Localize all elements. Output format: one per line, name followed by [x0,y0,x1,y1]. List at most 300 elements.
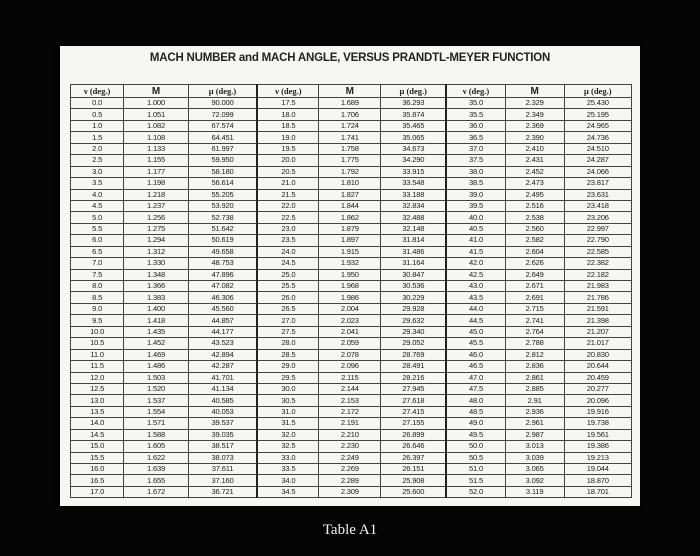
table-cell: 50.619 [188,235,257,246]
table-cell: 2.885 [505,383,564,394]
table-cell: 23.0 [257,223,319,234]
table-cell: 21.786 [564,292,631,303]
table-cell: 4.5 [71,200,124,211]
table-cell: 50.0 [446,441,505,452]
table-cell: 51.5 [446,475,505,486]
table-row [71,429,632,440]
table-cell: 29.632 [381,315,447,326]
table-cell: 27.0 [257,315,319,326]
table-cell: 15.0 [71,441,124,452]
table-cell: 39.537 [188,418,257,429]
table-cell: 22.790 [564,235,631,246]
table-cell: 1.218 [124,189,189,200]
table-cell: 20.830 [564,349,631,360]
table-row [71,281,632,292]
table-row [71,120,632,131]
table-cell: 40.0 [446,212,505,223]
table-cell: 3.5 [71,178,124,189]
table-cell: 42.287 [188,361,257,372]
table-cell: 1.775 [319,155,381,166]
table-cell: 32.834 [381,200,447,211]
table-cell: 26.899 [381,429,447,440]
table-cell: 28.5 [257,349,319,360]
table-cell: 2.812 [505,349,564,360]
table-cell: 19.0 [257,132,319,143]
table-row [71,395,632,406]
table-cell: 6.0 [71,235,124,246]
table-cell: 1.418 [124,315,189,326]
table-cell: 2.431 [505,155,564,166]
table-row [71,338,632,349]
header-m-1: M [124,85,189,98]
table-cell: 1.537 [124,395,189,406]
table-cell: 46.5 [446,361,505,372]
table-cell: 13.5 [71,406,124,417]
table-cell: 25.600 [381,486,447,497]
table-cell: 20.644 [564,361,631,372]
table-cell: 33.915 [381,166,447,177]
table-cell: 22.585 [564,246,631,257]
table-cell: 35.465 [381,120,447,131]
table-cell: 2.961 [505,418,564,429]
table-cell: 1.706 [319,109,381,120]
table-cell: 1.177 [124,166,189,177]
table-cell: 1.862 [319,212,381,223]
table-cell: 23.418 [564,200,631,211]
table-cell: 1.330 [124,258,189,269]
table-row [71,315,632,326]
table-cell: 25.0 [257,269,319,280]
table-cell: 38.0 [446,166,505,177]
table-cell: 29.340 [381,326,447,337]
table-cell: 45.560 [188,303,257,314]
header-mu-2: μ (deg.) [381,85,447,98]
table-cell: 2.788 [505,338,564,349]
table-cell: 21.5 [257,189,319,200]
table-cell: 46.0 [446,349,505,360]
header-mu-3: μ (deg.) [564,85,631,98]
table-cell: 2.349 [505,109,564,120]
table-row [71,223,632,234]
table-cell: 2.059 [319,338,381,349]
table-cell: 40.5 [446,223,505,234]
table-cell: 2.604 [505,246,564,257]
table-cell: 1.275 [124,223,189,234]
table-cell: 30.5 [257,395,319,406]
table-cell: 1.435 [124,326,189,337]
table-cell: 34.290 [381,155,447,166]
table-cell: 51.642 [188,223,257,234]
table-cell: 13.0 [71,395,124,406]
table-row [71,269,632,280]
table-cell: 2.369 [505,120,564,131]
table-cell: 23.206 [564,212,631,223]
table-row [71,441,632,452]
table-cell: 19.213 [564,452,631,463]
table-cell: 38.517 [188,441,257,452]
table-cell: 50.5 [446,452,505,463]
table-cell: 24.736 [564,132,631,143]
table-cell: 1.486 [124,361,189,372]
table-cell: 2.626 [505,258,564,269]
table-cell: 34.0 [257,475,319,486]
table-cell: 28.491 [381,361,447,372]
table-cell: 33.188 [381,189,447,200]
table-cell: 2.936 [505,406,564,417]
table-cell: 21.207 [564,326,631,337]
table-cell: 24.510 [564,143,631,154]
table-cell: 26.5 [257,303,319,314]
table-cell: 47.0 [446,372,505,383]
table-row [71,361,632,372]
table-row [71,372,632,383]
table-cell: 11.5 [71,361,124,372]
table-cell: 2.495 [505,189,564,200]
table-cell: 14.5 [71,429,124,440]
table-cell: 25.5 [257,281,319,292]
table-cell: 48.0 [446,395,505,406]
table-row [71,235,632,246]
table-cell: 1.133 [124,143,189,154]
table-cell: 21.0 [257,178,319,189]
table-cell: 41.0 [446,235,505,246]
table-row [71,155,632,166]
table-cell: 22.997 [564,223,631,234]
table-cell: 3.092 [505,475,564,486]
table-cell: 29.928 [381,303,447,314]
table-cell: 61.997 [188,143,257,154]
table-cell: 2.516 [505,200,564,211]
header-nu-2: ν (deg.) [257,85,319,98]
table-cell: 23.817 [564,178,631,189]
table-cell: 39.035 [188,429,257,440]
table-cell: 90.000 [188,98,257,109]
table-cell: 48.5 [446,406,505,417]
table-row [71,166,632,177]
table-cell: 0.5 [71,109,124,120]
table-cell: 1.383 [124,292,189,303]
table-cell: 37.0 [446,143,505,154]
table-cell: 43.0 [446,281,505,292]
header-row [71,85,632,98]
table-row [71,132,632,143]
table-cell: 37.611 [188,464,257,475]
table-cell: 27.945 [381,383,447,394]
table-row [71,178,632,189]
table-row [71,189,632,200]
table-cell: 2.115 [319,372,381,383]
table-cell: 2.649 [505,269,564,280]
table-cell: 19.916 [564,406,631,417]
table-cell: 10.5 [71,338,124,349]
table-cell: 25.908 [381,475,447,486]
table-cell: 19.561 [564,429,631,440]
table-caption: Table A1 [322,522,378,538]
table-cell: 2.230 [319,441,381,452]
table-cell: 39.5 [446,200,505,211]
table-cell: 21.398 [564,315,631,326]
table-cell: 38.5 [446,178,505,189]
table-cell: 18.0 [257,109,319,120]
table-cell: 55.205 [188,189,257,200]
table-row [71,303,632,314]
table-cell: 16.0 [71,464,124,475]
table-cell: 1.571 [124,418,189,429]
table-cell: 44.857 [188,315,257,326]
table-cell: 33.0 [257,452,319,463]
table-cell: 20.096 [564,395,631,406]
table-cell: 8.5 [71,292,124,303]
table-cell: 2.452 [505,166,564,177]
table-cell: 32.488 [381,212,447,223]
table-cell: 1.655 [124,475,189,486]
table-cell: 38.073 [188,452,257,463]
table-cell: 29.5 [257,372,319,383]
table-cell: 49.5 [446,429,505,440]
table-cell: 41.134 [188,383,257,394]
table-cell: 1.932 [319,258,381,269]
table-cell: 1.312 [124,246,189,257]
table-row [71,383,632,394]
table-cell: 1.915 [319,246,381,257]
table-cell: 41.5 [446,246,505,257]
table-cell: 2.836 [505,361,564,372]
table-cell: 37.160 [188,475,257,486]
header-nu-3: ν (deg.) [446,85,505,98]
table-cell: 53.920 [188,200,257,211]
table-cell: 19.044 [564,464,631,475]
table-cell: 72.099 [188,109,257,120]
table-cell: 46.306 [188,292,257,303]
table-cell: 9.5 [71,315,124,326]
table-cell: 31.486 [381,246,447,257]
table-cell: 31.814 [381,235,447,246]
table-cell: 2.538 [505,212,564,223]
table-cell: 2.560 [505,223,564,234]
table-cell: 2.5 [71,155,124,166]
table-cell: 1.950 [319,269,381,280]
table-cell: 1.879 [319,223,381,234]
table-cell: 2.390 [505,132,564,143]
table-cell: 24.5 [257,258,319,269]
table-cell: 35.874 [381,109,447,120]
table-cell: 2.210 [319,429,381,440]
table-cell: 2.410 [505,143,564,154]
table-cell: 1.256 [124,212,189,223]
table-cell: 2.249 [319,452,381,463]
table-cell: 27.155 [381,418,447,429]
table-cell: 37.5 [446,155,505,166]
table-cell: 30.0 [257,383,319,394]
table-cell: 1.366 [124,281,189,292]
table-cell: 28.216 [381,372,447,383]
table-cell: 30.229 [381,292,447,303]
table-cell: 18.5 [257,120,319,131]
table-cell: 47.5 [446,383,505,394]
table-cell: 59.950 [188,155,257,166]
table-cell: 30.536 [381,281,447,292]
table-cell: 22.382 [564,258,631,269]
table-cell: 24.287 [564,155,631,166]
table-cell: 64.451 [188,132,257,143]
table-cell: 1.520 [124,383,189,394]
table-cell: 1.237 [124,200,189,211]
table-cell: 43.5 [446,292,505,303]
table-cell: 1.968 [319,281,381,292]
table-cell: 24.066 [564,166,631,177]
table-cell: 2.172 [319,406,381,417]
table-cell: 29.0 [257,361,319,372]
table-cell: 2.473 [505,178,564,189]
table-cell: 49.0 [446,418,505,429]
table-cell: 2.91 [505,395,564,406]
table-cell: 26.646 [381,441,447,452]
table-cell: 2.715 [505,303,564,314]
table-cell: 1.758 [319,143,381,154]
header-m-3: M [505,85,564,98]
table-cell: 2.329 [505,98,564,109]
table-cell: 26.151 [381,464,447,475]
table-row [71,452,632,463]
table-sheet [60,46,640,506]
table-cell: 19.5 [257,143,319,154]
table-cell: 2.741 [505,315,564,326]
table-cell: 4.0 [71,189,124,200]
table-cell: 36.721 [188,486,257,497]
table-cell: 42.5 [446,269,505,280]
table-cell: 18.870 [564,475,631,486]
table-cell: 1.741 [319,132,381,143]
table-title: MACH NUMBER and MACH ANGLE, VERSUS PRANDTL-MEYER FUNCTION [149,52,551,64]
table-cell: 9.0 [71,303,124,314]
table-cell: 36.0 [446,120,505,131]
table-cell: 25.430 [564,98,631,109]
table-cell: 1.082 [124,120,189,131]
table-cell: 1.198 [124,178,189,189]
table-cell: 11.0 [71,349,124,360]
table-cell: 34.5 [257,486,319,497]
table-cell: 2.191 [319,418,381,429]
table-cell: 1.452 [124,338,189,349]
table-cell: 12.0 [71,372,124,383]
table-cell: 41.701 [188,372,257,383]
table-cell: 16.5 [71,475,124,486]
table-cell: 28.0 [257,338,319,349]
table-cell: 1.294 [124,235,189,246]
table-cell: 2.861 [505,372,564,383]
table-cell: 45.0 [446,326,505,337]
table-cell: 2.764 [505,326,564,337]
table-cell: 5.5 [71,223,124,234]
table-cell: 31.164 [381,258,447,269]
table-cell: 35.065 [381,132,447,143]
prandtl-meyer-table [70,84,632,498]
table-cell: 3.013 [505,441,564,452]
table-cell: 15.5 [71,452,124,463]
table-cell: 1.155 [124,155,189,166]
table-cell: 1.051 [124,109,189,120]
table-cell: 3.039 [505,452,564,463]
table-row [71,292,632,303]
table-cell: 39.0 [446,189,505,200]
table-cell: 1.792 [319,166,381,177]
table-cell: 1.810 [319,178,381,189]
table-row [71,109,632,120]
table-cell: 49.658 [188,246,257,257]
table-cell: 33.5 [257,464,319,475]
table-cell: 12.5 [71,383,124,394]
table-row [71,246,632,257]
table-cell: 27.618 [381,395,447,406]
table-cell: 36.5 [446,132,505,143]
table-cell: 22.182 [564,269,631,280]
table-cell: 21.591 [564,303,631,314]
table-cell: 27.5 [257,326,319,337]
table-cell: 1.986 [319,292,381,303]
table-cell: 1.622 [124,452,189,463]
table-row [71,143,632,154]
table-cell: 7.5 [71,269,124,280]
table-cell: 1.5 [71,132,124,143]
table-cell: 31.5 [257,418,319,429]
table-cell: 52.738 [188,212,257,223]
table-cell: 20.277 [564,383,631,394]
table-cell: 1.897 [319,235,381,246]
table-cell: 48.753 [188,258,257,269]
table-cell: 21.017 [564,338,631,349]
table-cell: 14.0 [71,418,124,429]
table-cell: 2.309 [319,486,381,497]
table-cell: 23.631 [564,189,631,200]
table-cell: 32.148 [381,223,447,234]
table-cell: 2.144 [319,383,381,394]
table-row [71,418,632,429]
table-cell: 1.0 [71,120,124,131]
table-cell: 1.469 [124,349,189,360]
table-row [71,212,632,223]
table-cell: 1.605 [124,441,189,452]
table-cell: 44.177 [188,326,257,337]
table-cell: 34.673 [381,143,447,154]
table-cell: 19.738 [564,418,631,429]
table-cell: 44.5 [446,315,505,326]
table-cell: 36.293 [381,98,447,109]
table-cell: 29.052 [381,338,447,349]
table-cell: 52.0 [446,486,505,497]
table-cell: 25.195 [564,109,631,120]
table-cell: 2.041 [319,326,381,337]
table-cell: 27.415 [381,406,447,417]
table-cell: 1.108 [124,132,189,143]
table-cell: 40.053 [188,406,257,417]
table-cell: 2.153 [319,395,381,406]
table-cell: 17.0 [71,486,124,497]
table-cell: 35.0 [446,98,505,109]
table-cell: 1.348 [124,269,189,280]
table-cell: 28.769 [381,349,447,360]
table-cell: 0.0 [71,98,124,109]
table-cell: 2.691 [505,292,564,303]
table-cell: 6.5 [71,246,124,257]
table-row [71,98,632,109]
header-m-2: M [319,85,381,98]
table-cell: 31.0 [257,406,319,417]
table-cell: 44.0 [446,303,505,314]
table-cell: 7.0 [71,258,124,269]
table-cell: 2.023 [319,315,381,326]
table-cell: 51.0 [446,464,505,475]
table-row [71,349,632,360]
